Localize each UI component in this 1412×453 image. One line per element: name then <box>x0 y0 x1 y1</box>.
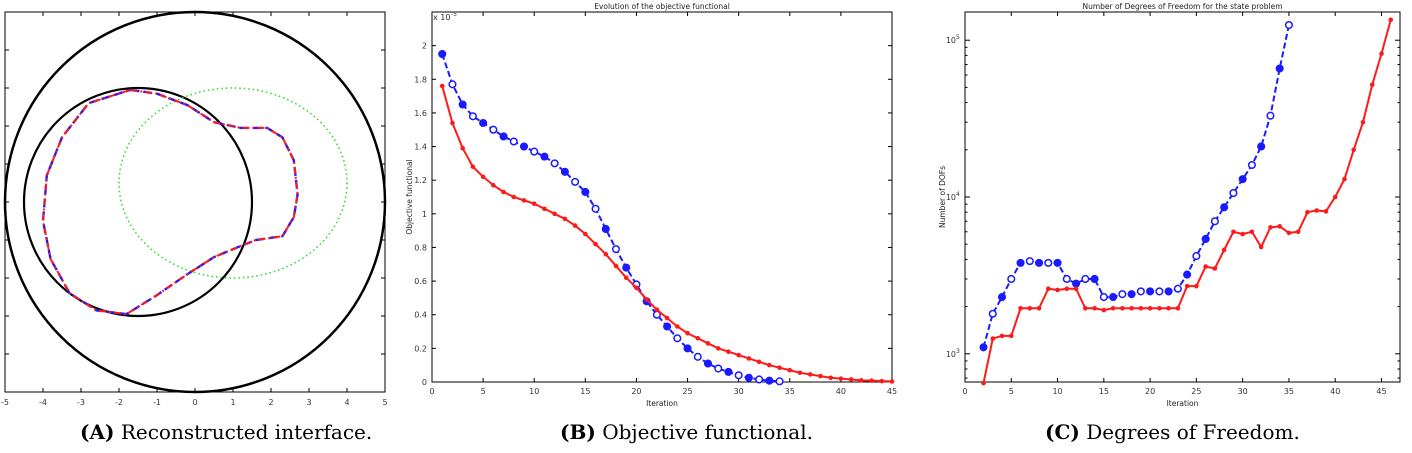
panel-c-xlabel: Iteration <box>1166 399 1199 408</box>
panel-b-exponent: -5 <box>451 11 457 18</box>
panel-b-red-point <box>614 264 619 269</box>
panel-a-xtick-label: -1 <box>153 398 161 407</box>
panel-b-red-point <box>511 195 516 200</box>
panel-b-blue-point <box>551 160 558 167</box>
panel-b-blue-point <box>735 372 742 379</box>
panel-c-ytick-exp: 4 <box>956 191 960 198</box>
panel-b-red-point <box>716 346 721 351</box>
panel-c-red-point <box>1351 148 1356 153</box>
panel-b-ytick-label: 0.4 <box>414 310 427 320</box>
panel-c-title: Number of Degrees of Freedom for the state problem <box>1082 2 1283 11</box>
panel-c-red-point <box>990 336 995 341</box>
panel-b-red-point <box>542 206 547 211</box>
panel-b-red-point <box>808 372 813 377</box>
panel-b-blue-point <box>684 345 691 352</box>
panel-b-red-point <box>675 324 680 329</box>
panel-c-blue-point <box>1073 280 1080 287</box>
panel-c-blue-point <box>1017 260 1024 267</box>
panel-c-red-point <box>1037 306 1042 311</box>
panel-b-blue-point <box>521 143 528 150</box>
panel-b-red-point <box>787 368 792 373</box>
panel-c-blue-point <box>1110 294 1117 301</box>
panel-b-red-point <box>552 212 557 217</box>
panel-c-blue-point <box>1276 65 1283 72</box>
panel-b-red-point <box>655 307 660 312</box>
panel-c-red-point <box>1055 288 1060 293</box>
panel-b-red-point <box>501 190 506 195</box>
panel-b-blue-point <box>705 360 712 367</box>
panel-b-red-point <box>685 331 690 336</box>
panel-c-blue-point <box>1036 260 1043 267</box>
panel-c-xtick-label: 10 <box>1052 387 1063 396</box>
panel-b-xtick-label: 40 <box>835 387 846 396</box>
panel-b-ytick-label: 0.2 <box>414 344 427 354</box>
panel-c-red-point <box>1139 306 1144 311</box>
panel-c-blue-point <box>1119 291 1126 298</box>
caption-b <box>560 420 813 444</box>
panel-b-blue-point <box>500 133 507 140</box>
panel-b-xtick-label: 15 <box>580 387 591 396</box>
panel-c-red-point <box>1213 266 1218 271</box>
panel-c-red-point <box>1370 82 1375 87</box>
panel-b-red-point <box>839 376 844 381</box>
panel-b-red-point <box>634 286 639 291</box>
panel-b-red-point <box>481 175 486 180</box>
caption-a-tag: (A) <box>80 420 115 444</box>
panel-b-red-point <box>747 356 752 361</box>
panel-c-blue-point <box>1064 276 1071 283</box>
panel-c-blue-point <box>1193 253 1200 260</box>
panel-b-blue-point <box>766 377 773 384</box>
panel-b-red-point <box>798 370 803 375</box>
panel-c-red-point <box>1074 286 1079 291</box>
panel-a-xtick-label: 4 <box>344 398 350 407</box>
panel-b-blue-point <box>674 335 681 342</box>
panel-c-ytick-exp: 5 <box>956 34 960 42</box>
panel-b-xtick-label: 45 <box>886 387 898 396</box>
panel-b-red-point <box>767 363 772 368</box>
panel-c-red-point <box>1324 209 1329 214</box>
panel-a-xtick-label: 2 <box>268 398 274 407</box>
panel-a-xtick-label: -2 <box>115 398 123 407</box>
panel-c-blue-point <box>1101 294 1108 301</box>
panel-b-red-point <box>593 242 598 247</box>
panel-c-blue-point <box>1230 190 1237 197</box>
panel-b-blue-point <box>664 323 671 330</box>
panel-c-red-point <box>1268 225 1273 230</box>
panel-c-xtick-label: 45 <box>1376 387 1387 396</box>
panel-c-blue-point <box>1091 276 1098 283</box>
panel-c-xtick-label: 15 <box>1098 387 1109 396</box>
panel-c-red-point <box>1361 120 1366 125</box>
panel-c-red-point <box>1388 17 1393 22</box>
panel-c-blue-point <box>980 344 987 351</box>
panel-b-blue-point <box>613 246 620 253</box>
panel-a-xtick-label: -3 <box>77 398 85 407</box>
panel-b-xtick-label: 10 <box>529 387 540 396</box>
caption-b-tag: (B) <box>560 420 596 444</box>
caption-a-text: Reconstructed interface. <box>120 420 373 444</box>
panel-b-red-point <box>460 146 465 151</box>
panel-c-red-point <box>1287 231 1292 236</box>
panel-c-blue-point <box>1267 112 1274 119</box>
panel-b-red-point <box>665 316 670 321</box>
panel-c-blue-point <box>1008 276 1015 283</box>
panel-b-blue-point <box>480 120 487 127</box>
panel-b-red-point <box>471 164 476 169</box>
panel-c-red-point <box>981 381 986 386</box>
panel-c-blue-point <box>1138 288 1145 295</box>
panel-b-blue-point <box>776 378 783 385</box>
panel-c-blue-point <box>1202 236 1209 243</box>
panel-c-blue-point <box>1156 288 1163 295</box>
panel-c-red-point <box>1296 229 1301 234</box>
panel-c-ylabel: Number of DOFs <box>938 165 947 229</box>
panel-a-xtick-label: -4 <box>39 398 47 407</box>
panel-b-blue-point <box>541 153 548 160</box>
panel-c-red-point <box>1342 177 1347 182</box>
panel-c-xtick-label: 5 <box>1008 387 1014 396</box>
panel-c-blue-point <box>1212 218 1219 225</box>
panel-b-xtick-label: 30 <box>733 387 744 396</box>
panel-c-red-point <box>1277 224 1282 229</box>
panel-b-red-point <box>757 360 762 365</box>
panel-c-xtick-label: 40 <box>1330 387 1341 396</box>
panel-b-xlabel: Iteration <box>646 399 678 408</box>
panel-c-red-point <box>1194 284 1199 289</box>
panel-c-xtick-label: 0 <box>962 387 968 396</box>
panel-b-red-point <box>440 84 445 89</box>
panel-c-red-point <box>1009 334 1014 339</box>
panel-c-red-point <box>1000 334 1005 339</box>
panel-b-blue-point <box>756 376 763 383</box>
panel-b-red-point <box>726 349 731 354</box>
caption-c-text: Degrees of Freedom. <box>1086 420 1300 444</box>
panel-c-red-point <box>1314 208 1319 213</box>
panel-b-ytick-label: 1.4 <box>414 142 427 152</box>
panel-c-ytick-base: 10 <box>945 349 956 359</box>
panel-c-ytick-base: 10 <box>945 193 956 202</box>
panel-b-xtick-label: 0 <box>429 387 435 396</box>
panel-c-red-point <box>1092 306 1097 311</box>
panel-b-red-point <box>563 217 568 222</box>
panel-c-blue-point <box>1128 291 1135 298</box>
panel-b-blue-point <box>470 113 477 120</box>
panel-b-red-point <box>695 336 700 341</box>
panel-c-red-point <box>1222 248 1227 253</box>
panel-b-red-point <box>603 252 608 257</box>
panel-c-red-point <box>1250 229 1255 234</box>
panel-c-xtick-label: 20 <box>1145 387 1156 396</box>
panel-c-blue-point <box>1286 22 1293 29</box>
panel-b-xtick-label: 5 <box>480 387 486 396</box>
panel-b-ytick-label: 0.6 <box>414 277 427 287</box>
panel-b-red-point <box>573 223 578 228</box>
panel-b-ytick-label: 0.8 <box>414 243 427 253</box>
panel-b-blue-point <box>572 179 579 186</box>
panel-b-blue-point <box>490 126 497 133</box>
panel-b-blue-point <box>439 51 446 58</box>
panel-b-ytick-label: 1 <box>421 209 427 219</box>
panel-b-xtick-label: 25 <box>682 387 693 396</box>
panel-b-blue-point <box>582 189 589 196</box>
panel-b-xtick-label: 35 <box>784 387 795 396</box>
panel-c-red-point <box>1333 195 1338 200</box>
panel-b-red-point <box>522 198 527 203</box>
panel-b-frame <box>432 12 892 382</box>
caption-b-text: Objective functional. <box>602 420 813 444</box>
panel-c-blue-point <box>1082 276 1089 283</box>
panel-b-blue-point <box>459 101 466 108</box>
panel-b-ytick-label: 1.2 <box>414 176 427 186</box>
panel-c-blue-point <box>1239 176 1246 183</box>
panel-c-ytick-base: 10 <box>945 36 956 46</box>
panel-b-red-point <box>644 297 649 302</box>
panel-c-blue-point <box>1026 258 1033 265</box>
panel-c-ytick-exp: 3 <box>956 347 960 355</box>
panel-a-xtick-label: 0 <box>192 398 198 407</box>
panel-c-blue-point <box>1045 260 1052 267</box>
panel-b-red-point <box>890 379 895 384</box>
panel-b-xtick-label: 20 <box>631 387 642 396</box>
panel-c-red-point <box>1102 308 1107 313</box>
panel-c-red-point <box>1240 232 1245 237</box>
panel-b-blue-point <box>715 365 722 372</box>
panel-a-xtick-label: 5 <box>382 398 388 407</box>
panel-b-red-point <box>450 121 455 126</box>
panel-c-blue-point <box>1258 143 1265 150</box>
panel-c-red-point <box>1111 306 1116 311</box>
panel-b-red-point <box>828 375 833 380</box>
panel-b-ytick-label: 1.6 <box>414 108 427 118</box>
panel-b-ylabel: Objective functional <box>405 159 414 235</box>
panel-c-blue-point <box>1249 162 1256 169</box>
panel-b-ytick-label: 1.8 <box>414 75 427 85</box>
panel-b-red-point <box>777 365 782 370</box>
caption-c <box>1045 420 1300 444</box>
panel-c-red-point <box>1065 286 1070 291</box>
panel-b-red-point <box>818 374 823 379</box>
panel-b-ytick-label: 0 <box>421 378 427 387</box>
panel-b-red-point <box>624 275 629 280</box>
panel-c-red-point <box>1166 306 1171 311</box>
panel-b-blue-point <box>531 148 538 155</box>
panel-b-blue-point <box>694 353 701 360</box>
caption-c-tag: (C) <box>1045 420 1080 444</box>
panel-a-frame <box>5 12 385 392</box>
panel-c-red-point <box>1027 306 1032 311</box>
panel-c-blue-point <box>1147 288 1154 295</box>
panel-c-red-point <box>1305 210 1310 215</box>
panel-b-red-point <box>491 183 496 188</box>
panel-c-red-point <box>1129 306 1134 311</box>
panel-b-red-point <box>736 353 741 358</box>
panel-b-red-point <box>869 378 874 383</box>
panel-c-blue-point <box>1165 288 1172 295</box>
panel-a-xtick-label: 1 <box>230 398 236 407</box>
panel-c-red-point <box>1176 306 1181 311</box>
panel-b-blue-point <box>592 205 599 212</box>
panel-c-red-point <box>1018 306 1023 311</box>
panel-c-xtick-label: 35 <box>1283 387 1295 396</box>
panel-c-blue-point <box>1054 260 1061 267</box>
panel-c-xtick-label: 30 <box>1237 387 1248 396</box>
panel-b-blue-point <box>449 81 456 88</box>
panel-b-ytick-label: 2 <box>421 41 427 51</box>
panel-c-blue-point <box>989 310 996 317</box>
panel-c-red-point <box>1083 306 1088 311</box>
panel-b-blue-point <box>510 138 517 145</box>
caption-a <box>80 420 372 444</box>
panel-c-blue-point <box>1221 204 1228 211</box>
panel-c-red-point <box>1046 286 1051 291</box>
panel-c-red-point <box>1203 264 1208 269</box>
panel-c-red-point <box>1259 245 1264 250</box>
panel-c-blue-point <box>1184 271 1191 278</box>
panel-b-blue-point <box>602 226 609 233</box>
panel-b-exponent-label: x 10 <box>433 13 451 22</box>
panel-a-xtick-label: -5 <box>1 398 9 407</box>
panel-b-blue-point <box>746 374 753 381</box>
panel-c-red-point <box>1120 306 1125 311</box>
panel-c-red-point <box>1157 306 1162 311</box>
panel-b-red-point <box>706 341 711 346</box>
panel-b-red-point <box>532 201 537 206</box>
panel-c-red-point <box>1379 51 1384 56</box>
panel-b-title: Evolution of the objective functional <box>594 2 730 11</box>
panel-c-red-point <box>1185 284 1190 289</box>
panel-c-blue-point <box>1175 285 1182 292</box>
panel-b-red-point <box>859 378 864 383</box>
panel-c-red-point <box>1231 229 1236 234</box>
panel-c-xtick-label: 25 <box>1191 387 1202 396</box>
panel-a-xtick-label: 3 <box>306 398 312 407</box>
panel-b-blue-point <box>725 369 732 376</box>
panel-b-red-point <box>879 379 884 384</box>
panel-c-red-point <box>1148 306 1153 311</box>
panel-b-blue-point <box>623 264 630 271</box>
panel-b-blue-point <box>562 168 569 175</box>
panel-c-blue-point <box>999 294 1006 301</box>
panel-b-red-point <box>849 377 854 382</box>
panel-b-red-point <box>583 232 588 237</box>
